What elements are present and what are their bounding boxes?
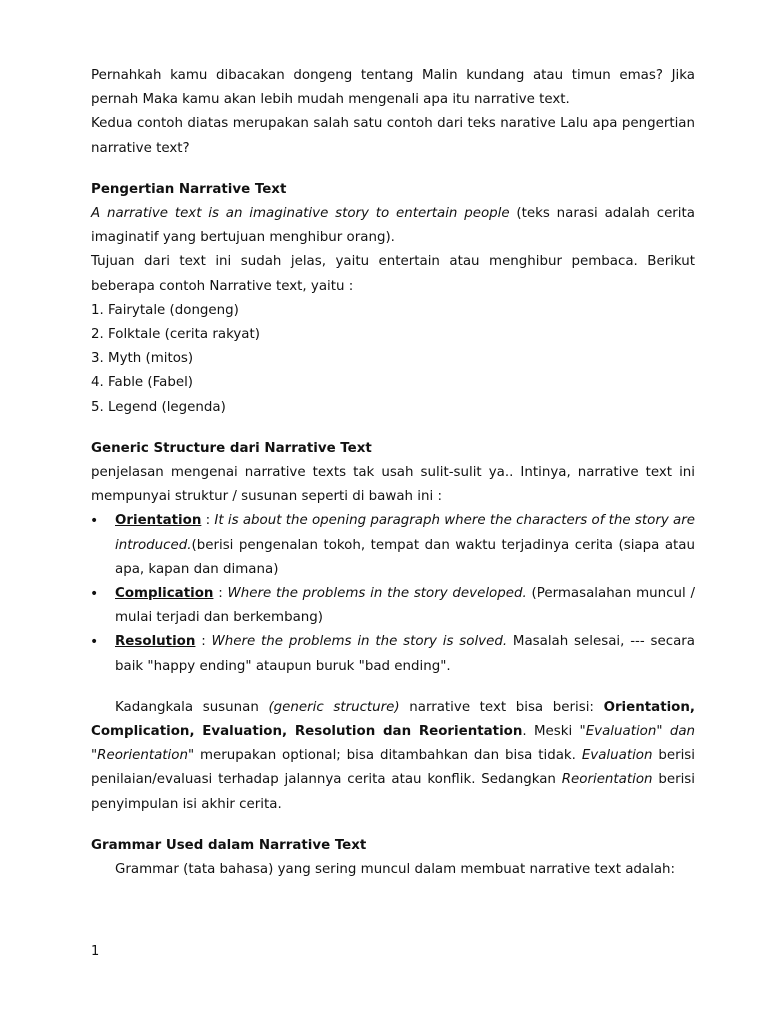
orientation-definition: It is about the opening paragraph where the characters of the story are introduced.: [115, 513, 695, 553]
list-item: 1. Fairytale (dongeng): [91, 302, 239, 318]
list-item: 4. Fable (Fabel): [91, 375, 194, 391]
text-run: narrative text bisa berisi:: [399, 699, 604, 715]
structure-heading: Generic Structure dari Narrative Text: [91, 440, 372, 456]
text-run-italic: Evaluation: [581, 748, 653, 764]
term-separator: :: [195, 634, 212, 650]
orientation-explanation: (berisi pengenalan tokoh, tempat dan waktu terjadinya cerita (siapa atau apa, kapan dan dimana): [115, 537, 695, 577]
optional-structure-paragraph: [91, 696, 695, 817]
intro-paragraph-2: Kedua contoh diatas merupakan salah satu contoh dari teks narative Lalu apa pengertian narrative text?: [91, 116, 695, 156]
text-run: merupakan optional; bisa ditambahkan dan bisa tidak.: [194, 748, 582, 764]
examples-list: [91, 299, 695, 420]
grammar-heading: Grammar Used dalam Narrative Text: [91, 837, 367, 853]
intro-paragraph-1: Pernahkah kamu dibacakan dongeng tentang Malin kundang atau timun emas? Jika pernah Maka kamu akan lebih mudah mengenali apa itu narrative text.: [91, 68, 695, 108]
text-run: berisi penilaian/evaluasi terhadap jalannya cerita atau konflik. Sedangkan: [91, 748, 695, 788]
list-item: 3. Myth (mitos): [91, 351, 194, 367]
text-run: . Meski: [522, 724, 580, 740]
bullet-icon: •: [90, 513, 99, 530]
text-run: Kadangkala susunan: [115, 699, 269, 715]
complication-explanation: (Permasalahan muncul / mulai terjadi dan berkembang): [115, 586, 695, 626]
spacer: [91, 817, 695, 834]
text-run-bold: Orientation, Complication, Evaluation, Resolution dan Reorientation: [91, 699, 696, 740]
text-run: berisi penyimpulan isi akhir cerita.: [91, 772, 695, 812]
term-orientation: Orientation: [115, 513, 202, 529]
list-item: 5. Legend (legenda): [91, 399, 226, 415]
resolution-definition: Where the problems in the story is solved.: [211, 634, 508, 650]
bullet-icon: •: [90, 586, 99, 603]
definition-paragraph: [91, 202, 695, 250]
page-number: 1: [91, 944, 100, 959]
spacer: [91, 161, 695, 178]
complication-definition: Where the problems in the story developed.: [227, 586, 527, 602]
definition-translation: (teks narasi adalah cerita imaginatif yang bertujuan menghibur orang).: [91, 206, 695, 246]
structure-item-orientation: [91, 509, 695, 582]
purpose-paragraph: Tujuan dari text ini sudah jelas, yaitu entertain atau menghibur pembaca. Berikut beberapa contoh Narrative text, yaitu :: [91, 254, 695, 294]
spacer: [91, 679, 695, 696]
grammar-paragraph: Grammar (tata bahasa) yang sering muncul dalam membuat narrative text adalah:: [115, 862, 676, 878]
structure-list: [91, 509, 695, 678]
structure-intro: penjelasan mengenai narrative texts tak usah sulit-sulit ya.. Intinya, narrative text ini mempunyai struktur / susunan seperti di bawah ini :: [91, 465, 695, 505]
spacer: [91, 420, 695, 437]
definition-heading: Pengertian Narrative Text: [91, 181, 287, 197]
resolution-explanation: Masalah selesai, --- secara baik "happy ending" ataupun buruk "bad ending".: [115, 634, 695, 674]
structure-item-resolution: [91, 630, 695, 678]
text-run-italic: Reorientation: [561, 772, 653, 788]
structure-item-complication: [91, 582, 695, 630]
term-separator: :: [213, 586, 228, 602]
document-page: [91, 64, 695, 882]
term-separator: :: [201, 513, 215, 529]
list-item: 2. Folktale (cerita rakyat): [91, 327, 260, 343]
text-run-italic: "Evaluation" dan "Reorientation": [91, 724, 696, 764]
term-resolution: Resolution: [115, 634, 196, 650]
bullet-icon: •: [90, 634, 99, 651]
text-run-italic: (generic structure): [268, 699, 400, 715]
term-complication: Complication: [115, 586, 214, 602]
definition-italic: A narrative text is an imaginative story to entertain people: [91, 206, 510, 222]
